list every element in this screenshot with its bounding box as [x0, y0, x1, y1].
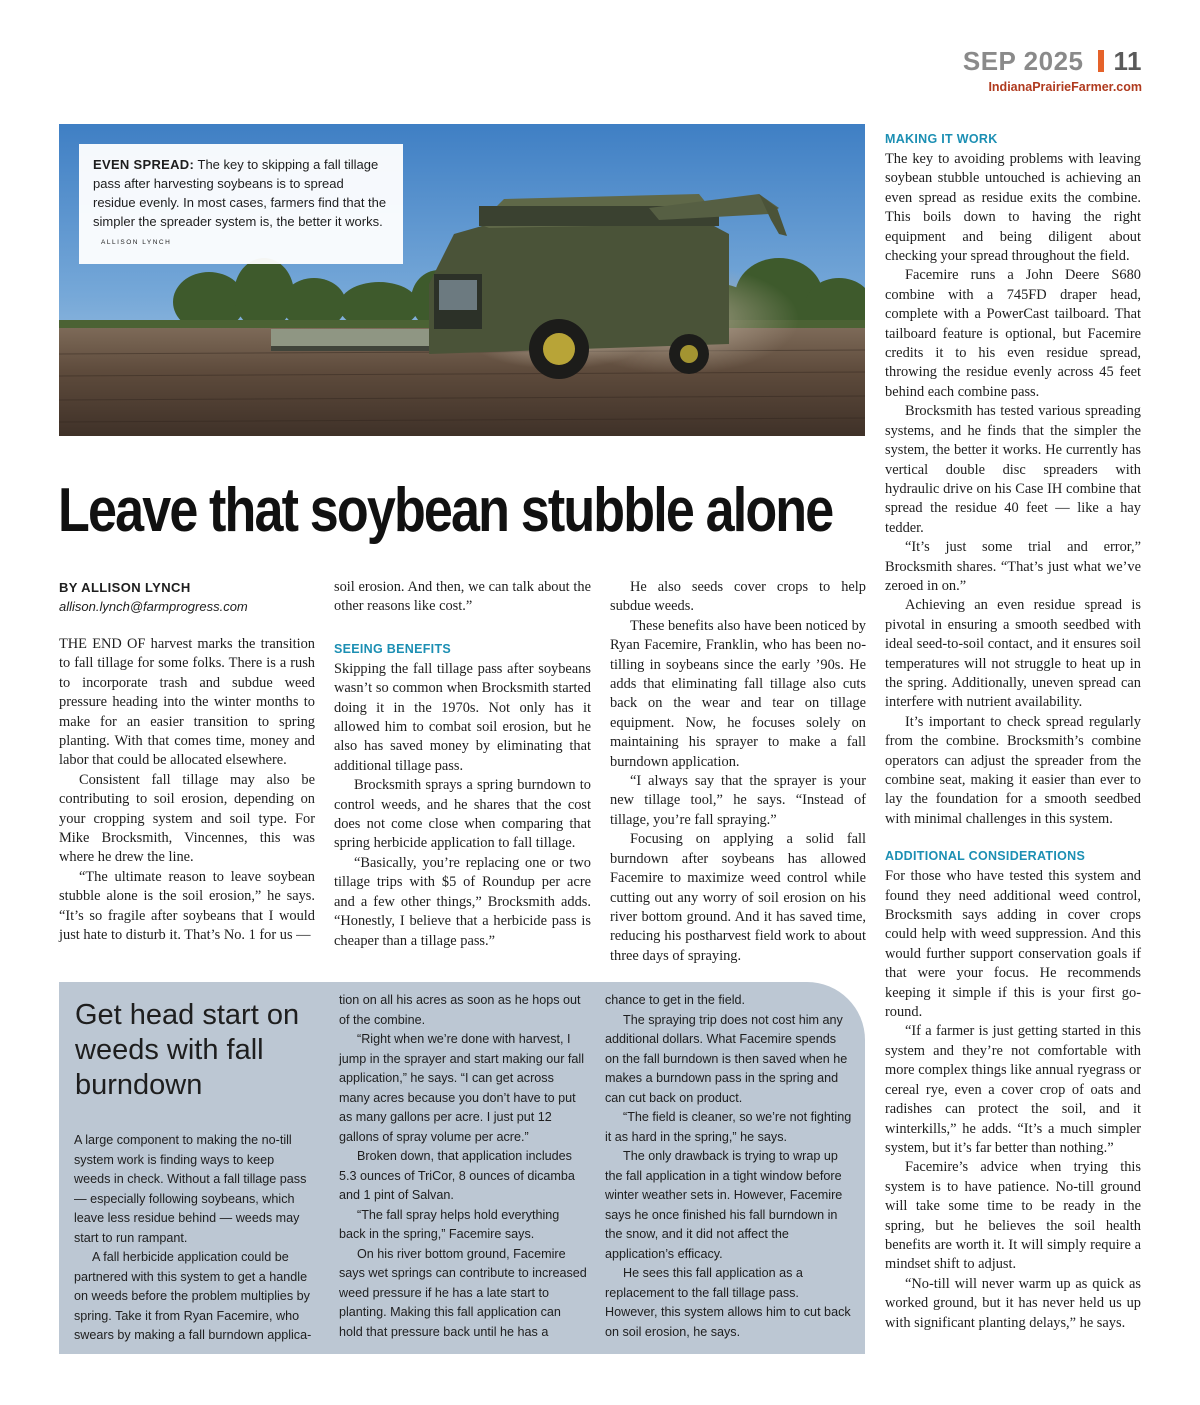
sidebar-paragraph: “The fall spray helps hold everything back in the spring,” Facemire says.: [339, 1207, 560, 1241]
sidebar-title: Get head start on weeds with fall burndown: [75, 999, 300, 1101]
subhead-additional-considerations: ADDITIONAL CONSIDERATIONS: [885, 849, 1086, 864]
sidebar-paragraph: “Right when we’re done with harvest, I jump in the sprayer and start making our fall application,” he says. “I can get across many acres because you don’t have to put as many gallons per acre. I just put 12 gallons of spray volume per acre.”: [339, 1032, 584, 1144]
sidebar-column-2: [339, 991, 587, 1342]
combine-photo: [59, 124, 865, 436]
sidebar-column-3: [605, 991, 853, 1342]
paragraph: These benefits also have been noticed by Ryan Facemire, Franklin, who has been no-tilling in soybeans since the early ’90s. He adds that eliminating fall tillage also cuts back on the wear and tear on tillage equipment. Now, he focuses solely on maintaining his sprayer to make a fall burndown application.: [610, 617, 866, 770]
sidebar-box: [59, 982, 865, 1354]
sidebar-paragraph: He sees this fall application as a replacement to the fall tillage pass. However, this system allows him to cut back on soil erosion, he says.: [605, 1266, 851, 1339]
page-number: 11: [1113, 46, 1142, 76]
article-headline: Leave that soybean stubble alone: [58, 476, 833, 545]
page-folio: [963, 44, 1142, 94]
paragraph: “Basically, you’re replacing one or two tillage trips with $5 of Roundup per acre and a few other things,” Brocksmith adds. “Honestly, I believe that a herbicide pass is cheaper than a tillage pass.”: [334, 854, 591, 949]
author-email[interactable]: allison.lynch@farmprogress.com: [59, 599, 248, 614]
sidebar-column-1: [74, 1131, 314, 1346]
caption-lead: EVEN SPREAD:: [93, 157, 195, 172]
article-column-1: [59, 578, 315, 946]
sidebar-paragraph: “The field is cleaner, so we’re not fighting it as hard in the spring,” he says.: [605, 1110, 852, 1144]
paragraph: Facemire runs a John Deere S680 combine with a 745FD draper head, complete with a PowerCast tailboard. That tailboard feature is optional, but Facemire credits it to his even residue spread, throwing the residue evenly across 45 feet behind each combine pass.: [885, 267, 1141, 400]
paragraph: Consistent fall tillage may also be contributing to soil erosion, depending on your cropping system and soil type. For Mike Brocksmith, Vincennes, this was where he drew the line.: [59, 771, 315, 866]
paragraph: Focusing on applying a solid fall burndown after soybeans has allowed Facemire to maximize weed control while cutting out any worry of soil erosion on his river bottom ground. And it has saved time, reducing his postharvest field work to about three days of spraying.: [610, 831, 866, 964]
paragraph: Facemire’s advice when trying this system is to have patience. No-till ground will take some time to be ready in the spring, but he believes the soil health benefits are worth it. It will simply require a mindset shift to adjust.: [885, 1159, 1141, 1273]
sidebar-paragraph: A large component to making the no-till system work is finding ways to keep weeds in check. Without a fall tillage pass — especially following soybeans, which leave less residue behind — weeds may start to run rampant.: [74, 1133, 307, 1245]
author-byline: BY ALLISON LYNCH: [59, 580, 191, 595]
paragraph: The key to avoiding problems with leaving soybean stubble untouched is achieving an even spread as residue exits the combine. This boils down to having the right equipment and being diligent about checking your spread throughout the field.: [885, 151, 1141, 265]
paragraph: Achieving an even residue spread is pivotal in ensuring a smooth seedbed with ideal seed-to-soil contact, and it ensures soil temperatures will not struggle to heat up in the spring. Additionally, uneven spread can interfere with nutrient availability.: [885, 597, 1141, 711]
paragraph: He also seeds cover crops to help subdue weeds.: [610, 579, 866, 615]
folio-divider: [1098, 50, 1104, 72]
caption-body: The key to skipping a fall tillage pass after harvesting soybeans is to spread residue evenly. In most cases, farmers find that the simpler the spreader system is, the better it works.: [93, 157, 387, 229]
paragraph: “I always say that the sprayer is your new tillage tool,” he says. “Instead of tillage, you’re fall spraying.”: [610, 773, 866, 828]
sidebar-paragraph: Broken down, that application includes 5.3 ounces of TriCor, 8 ounces of dicamba and 1 pint of Salvan.: [339, 1149, 575, 1202]
paragraph: “No-till will never warm up as quick as worked ground, but it has never held us up with significant planting delays,” he says.: [885, 1275, 1141, 1331]
paragraph: “If a farmer is just getting started in this system and they’re not comfortable with more complex things like annual ryegrass or cereal rye, even a cover crop of oats and radishes can protect the soil, and it winterkills,” he adds. “It’s a much simpler system, but it’s far better than nothing.”: [885, 1023, 1141, 1156]
sidebar-paragraph: On his river bottom ground, Facemire says wet springs can contribute to increased weed pressure if he has a late start to planting. Making this fall application can hold that pressure back until he has a: [339, 1246, 587, 1339]
photo-credit: ALLISON LYNCH: [101, 239, 172, 246]
sidebar-paragraph: The spraying trip does not cost him any additional dollars. What Facemire spends on the fall burndown is then saved when he makes a burndown pass in the spring and can cut back on product.: [605, 1012, 848, 1105]
photo-caption: [79, 144, 403, 264]
caption-text: [93, 155, 389, 252]
article-column-2: [334, 578, 591, 951]
paragraph: Skipping the fall tillage pass after soybeans wasn’t so common when Brocksmith started doing it in the 1970s. Not only has it allowed him to combat soil erosion, but he also has saved money by eliminating that additional tillage pass.: [334, 660, 591, 774]
paragraph: THE END OF harvest marks the transition to fall tillage for some folks. There is a rush to incorporate trash and subdue weed pressure heading into the winter months to make for an easier transition to spring planting. With that comes time, money and labor that could be allocated elsewhere.: [59, 636, 315, 769]
paragraph: Brocksmith has tested various spreading systems, and he finds that the simpler the system, the better it works. He currently has vertical double disc spreaders with hydraulic drive on his Case IH combine that spread the residue 40 feet — like a hay tedder.: [885, 403, 1141, 536]
issue-line: [963, 44, 1142, 78]
paragraph: It’s important to check spread regularly from the combine. Brocksmith’s combine operators can adjust the spreader from the combine seat, making it easier than ever to lay the foundation for a smooth seedbed with minimal challenges in this system.: [885, 713, 1141, 827]
sidebar-paragraph: tion on all his acres as soon as he hops out of the combine.: [339, 993, 581, 1027]
paragraph: “The ultimate reason to leave soybean stubble alone is the soil erosion,” he says. “It’s so fragile after soybeans that I would just hate to disturb it. That’s No. 1 for us —: [59, 868, 315, 944]
subhead-making-it-work: MAKING IT WORK: [885, 132, 998, 146]
paragraph: “It’s just some trial and error,” Brocksmith shares. “That’s just what we’ve zeroed in on.”: [885, 539, 1141, 594]
website-url[interactable]: IndianaPrairieFarmer.com: [988, 80, 1142, 94]
subhead-seeing-benefits: SEEING BENEFITS: [334, 641, 452, 656]
paragraph: soil erosion. And then, we can talk about the other reasons like cost.”: [334, 579, 591, 615]
sidebar-paragraph: A fall herbicide application could be partnered with this system to get a handle on weeds before the problem multiplies by spring. Take it from Ryan Facemire, who swears by making a fall burndown applica-: [74, 1250, 312, 1342]
sidebar-paragraph: The only drawback is trying to wrap up the fall application in a tight window before winter weather sets in. However, Facemire says he once finished his fall burndown in the snow, and it did not affect the application’s efficacy.: [605, 1149, 843, 1261]
issue-date: SEP 2025: [962, 46, 1084, 76]
article-column-3: [610, 578, 866, 966]
sidebar-paragraph: chance to get in the field.: [605, 993, 746, 1007]
paragraph: Brocksmith sprays a spring burndown to control weeds, and he shares that the cost does not come close when comparing that spring herbicide application to fall tillage.: [334, 777, 591, 852]
paragraph: For those who have tested this system and found they need additional weed control, Brocksmith says adding in cover crops could help with weed suppression. And this would further support conservation goals if that were your focus. He recommends keeping it simple if this is your first go-round.: [885, 868, 1141, 1021]
article-column-4: [885, 130, 1141, 1333]
